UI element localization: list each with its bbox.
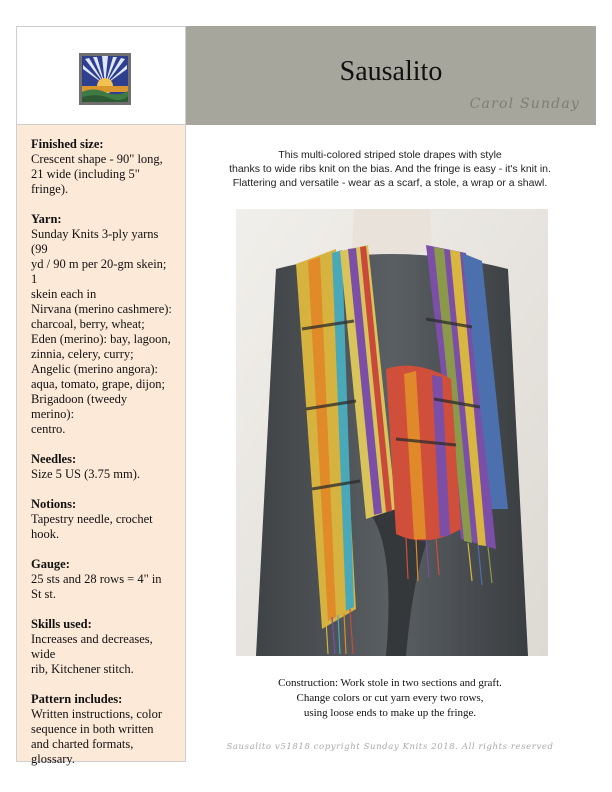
spec-pattern-includes (31, 692, 173, 767)
spec-line: aqua, tomato, grape, dijon; (31, 377, 165, 391)
spec-heading: Notions: (31, 497, 77, 511)
spec-line: Angelic (merino angora): (31, 362, 159, 376)
spec-heading: Needles: (31, 452, 77, 466)
spec-line: sequence in both written (31, 722, 154, 736)
designer-signature: Carol Sunday (469, 96, 580, 112)
spec-line: skein each in (31, 287, 97, 301)
spec-heading: Pattern includes: (31, 692, 123, 706)
spec-line: Size 5 US (3.75 mm). (31, 467, 141, 481)
spec-line: 25 sts and 28 rows = 4" in (31, 572, 162, 586)
spec-gauge (31, 557, 173, 602)
logo-panel (16, 26, 186, 125)
page-title: Sausalito (339, 56, 443, 87)
construction-line: Change colors or cut yarn every two rows, (296, 692, 484, 704)
striped-stole-on-dress-form-photo (236, 209, 548, 656)
spec-line: Tapestry needle, crochet (31, 512, 153, 526)
spec-line: Brigadoon (tweedy merino): (31, 392, 128, 421)
copyright-footer: Sausalito v51818 copyright Sunday Knits 2018. All rights reserved (226, 742, 554, 752)
spec-line: St st. (31, 587, 57, 601)
spec-line: Written instructions, color (31, 707, 163, 721)
spec-line: centro. (31, 422, 66, 436)
spec-heading: Yarn: (31, 212, 62, 226)
spec-line: Sunday Knits 3-ply yarns (99 (31, 227, 159, 256)
spec-line: rib, Kitchener stitch. (31, 662, 134, 676)
title-band (186, 26, 596, 125)
specs-sidebar (16, 125, 186, 766)
spec-heading: Finished size: (31, 137, 104, 151)
spec-line: zinnia, celery, curry; (31, 347, 134, 361)
spec-line: Increases and decreases, wide (31, 632, 153, 661)
spec-line: charcoal, berry, wheat; (31, 317, 145, 331)
spec-heading: Gauge: (31, 557, 70, 571)
spec-needles (31, 452, 173, 482)
construction-line: using loose ends to make up the fringe. (303, 707, 477, 719)
spec-skills (31, 617, 173, 677)
spec-line: yd / 90 m per 20-gm skein; 1 (31, 257, 167, 286)
construction-notes (220, 676, 560, 721)
spec-line: 21 wide (including 5" (31, 167, 140, 181)
spec-line: Nirvana (merino cashmere): (31, 302, 172, 316)
spec-yarn (31, 212, 173, 437)
spec-line: Eden (merino): bay, lagoon, (31, 332, 171, 346)
stole-photo (236, 209, 548, 656)
spec-heading: Skills used: (31, 617, 92, 631)
intro-line: thanks to wide ribs knit on the bias. And the fringe is easy - it's knit in. (229, 163, 551, 175)
intro-line: Flattering and versatile - wear as a scarf, a stole, a wrap or a shawl. (232, 177, 548, 189)
intro-text (200, 148, 580, 190)
spec-finished-size (31, 137, 173, 197)
sunrise-logo-icon (79, 53, 131, 105)
spec-line: and charted formats, (31, 737, 134, 751)
spec-line: hook. (31, 527, 60, 541)
spec-line: Crescent shape - 90" long, (31, 152, 163, 166)
construction-line: Construction: Work stole in two sections and graft. (278, 677, 502, 689)
spec-line: fringe). (31, 182, 69, 196)
spec-notions (31, 497, 173, 542)
spec-line: glossary. (31, 752, 75, 766)
intro-line: This multi-colored striped stole drapes with style (278, 149, 502, 161)
